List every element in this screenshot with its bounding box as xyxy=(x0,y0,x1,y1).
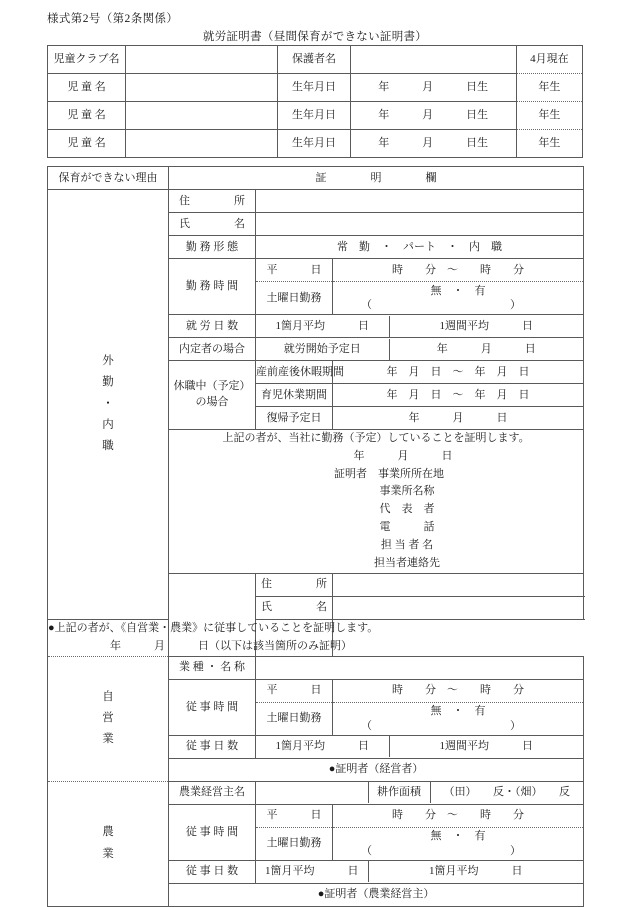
weekday-hours-input[interactable]: 時 分 ～ 時 分 xyxy=(333,259,584,282)
selfemp-work-days-values xyxy=(256,735,584,758)
birthdate-input[interactable]: 年 月 日生 xyxy=(350,102,516,130)
certifier-contact-info-line[interactable]: 担当者連絡先 xyxy=(374,556,441,569)
certification-table xyxy=(47,166,584,907)
category-label-nogyo xyxy=(48,781,169,906)
category-label-jieigyo xyxy=(48,656,169,781)
category-char: 営 xyxy=(102,711,114,724)
certifier-address-line[interactable]: 証明者 事業所所在地 xyxy=(334,467,445,480)
certify-date-line[interactable]: 年 月 日 xyxy=(353,449,453,462)
table-row xyxy=(48,74,583,102)
certify-line: 上記の者が、当社に勤務（予定）していることを証明します。 xyxy=(222,432,530,444)
farm-work-days-label: 従 事 日 数 xyxy=(169,860,256,883)
offer-holder-label: 内定者の場合 xyxy=(169,338,256,361)
table-row-club xyxy=(48,46,583,74)
saturday-options: 無 ・ 有 xyxy=(430,284,486,297)
work-days-values xyxy=(256,315,584,338)
farm-work-days-values xyxy=(256,860,584,883)
declaration-line1: ●上記の者が、《自営業・農業》に従事していることを証明します。 xyxy=(48,621,379,634)
certifier-office-name-line[interactable]: 事業所名称 xyxy=(379,485,435,498)
return-date-input[interactable]: 年 月 日 xyxy=(333,407,584,430)
child-name-input[interactable] xyxy=(126,130,278,158)
farm-days-monthly-1[interactable]: 1箇月平均 日 xyxy=(256,861,368,882)
selfemp-saturday-label: 土曜日勤務 xyxy=(256,702,333,735)
grade-input[interactable]: 年生 xyxy=(516,130,582,158)
work-start-date-input[interactable]: 年 月 日 xyxy=(436,342,536,355)
offer-holder-values xyxy=(256,338,584,361)
child-info-table xyxy=(47,45,583,158)
selfemp-address-label: 住 所 xyxy=(256,573,333,596)
paren-close: ） xyxy=(510,844,522,857)
farm-certifier-label[interactable]: ●証明者（農業経営主） xyxy=(169,883,584,906)
farm-owner-label: 農業経営主名 xyxy=(169,781,256,804)
declaration-line2[interactable]: 年 月 日（以下は該当箇所のみ証明） xyxy=(110,639,352,652)
selfemp-weekday-label: 平 日 xyxy=(256,679,333,702)
club-name-label: 児童クラブ名 xyxy=(48,46,126,74)
club-name-input[interactable] xyxy=(126,46,278,74)
category-char: 職 xyxy=(102,440,114,453)
work-type-options[interactable]: 常 勤 ・ パート ・ 内 職 xyxy=(256,236,584,259)
selfemp-work-hours-label: 従 事 時 間 xyxy=(169,679,256,735)
grade-input[interactable]: 年生 xyxy=(516,74,582,102)
table-row xyxy=(48,619,584,656)
category-char: 業 xyxy=(102,847,114,860)
reason-column-header: 保育ができない理由 xyxy=(48,167,169,190)
selfemp-weekday-hours-input[interactable]: 時 分 ～ 時 分 xyxy=(333,679,584,702)
work-days-label: 就 労 日 数 xyxy=(169,315,256,338)
proof-column-header: 証 明 欄 xyxy=(169,167,584,190)
industry-name-input[interactable] xyxy=(256,656,584,679)
birthdate-input[interactable]: 年 月 日生 xyxy=(350,130,516,158)
category-char: 自 xyxy=(102,690,114,703)
birthdate-input[interactable]: 年 月 日生 xyxy=(350,74,516,102)
child-name-label: 児 童 名 xyxy=(48,102,126,130)
work-hours-label: 勤 務 時 間 xyxy=(169,259,256,315)
selfemp-name-input[interactable] xyxy=(333,596,584,619)
category-char: 外 xyxy=(102,355,114,368)
birthdate-label: 生年月日 xyxy=(278,102,350,130)
category-char: 業 xyxy=(102,733,114,746)
farm-weekday-label: 平 日 xyxy=(256,804,333,827)
child-name-label: 児 童 名 xyxy=(48,130,126,158)
leave-label-line1: 休職中（予定） xyxy=(173,380,251,393)
selfemp-days-monthly[interactable]: 1箇月平均 日 xyxy=(256,736,389,757)
industry-name-label: 業 種 ・ 名 称 xyxy=(169,656,256,679)
birthdate-label: 生年月日 xyxy=(278,74,350,102)
selfemp-declaration-block xyxy=(48,619,379,656)
category-char: 勤 xyxy=(102,376,114,389)
table-row xyxy=(48,781,584,804)
maternity-leave-label: 産前産後休暇期間 xyxy=(256,361,333,384)
certifier-representative-line[interactable]: 代 表 者 xyxy=(379,503,435,516)
return-date-label: 復帰予定日 xyxy=(256,407,333,430)
table-row xyxy=(48,102,583,130)
employer-certification-block xyxy=(169,430,584,574)
birthdate-label: 生年月日 xyxy=(278,130,350,158)
table-row-proof-header xyxy=(48,167,584,190)
childcare-leave-input[interactable]: 年 月 日 ～ 年 月 日 xyxy=(333,384,584,407)
work-start-date-label: 就労開始予定日 xyxy=(256,339,389,360)
farm-work-hours-label: 従 事 時 間 xyxy=(169,804,256,860)
work-days-weekly[interactable]: 1週間平均 日 xyxy=(439,319,534,332)
cultivated-area-input[interactable]: （田） 反・（畑） 反 xyxy=(443,786,571,799)
category-char: 内 xyxy=(102,418,114,431)
table-row xyxy=(48,190,584,213)
category-char: ・ xyxy=(102,397,114,410)
guardian-name-label: 保護者名 xyxy=(278,46,350,74)
saturday-options: 無 ・ 有 xyxy=(430,705,486,718)
table-row xyxy=(48,656,584,679)
form-number: 様式第2号（第2条関係） xyxy=(47,13,179,25)
selfemp-days-weekly[interactable]: 1週間平均 日 xyxy=(439,740,534,753)
child-name-input[interactable] xyxy=(126,74,278,102)
grade-column-header: 4月現在 xyxy=(516,46,582,74)
cultivated-area-label: 耕作面積 xyxy=(368,782,430,803)
selfemp-saturday-work-input[interactable] xyxy=(333,702,584,735)
farm-owner-row xyxy=(256,781,584,804)
farm-saturday-work-input[interactable] xyxy=(333,827,584,860)
paren-open: （ xyxy=(361,719,372,732)
farm-days-monthly-2[interactable]: 1箇月平均 日 xyxy=(429,865,523,878)
selfemp-address-input[interactable] xyxy=(333,573,584,596)
selfemp-work-days-label: 従 事 日 数 xyxy=(169,735,256,758)
paren-close: ） xyxy=(510,719,522,732)
selfemp-name-label: 氏 名 xyxy=(256,596,333,619)
saturday-work-input[interactable] xyxy=(333,282,584,315)
category-label-gaikin xyxy=(48,190,169,620)
guardian-name-input[interactable] xyxy=(350,46,516,74)
work-days-monthly[interactable]: 1箇月平均 日 xyxy=(256,316,389,337)
certifier-phone-line[interactable]: 電 話 xyxy=(379,521,435,534)
name-input[interactable] xyxy=(256,213,584,236)
farm-saturday-label: 土曜日勤務 xyxy=(256,827,333,860)
farm-weekday-hours-input[interactable]: 時 分 ～ 時 分 xyxy=(333,804,584,827)
address-input[interactable] xyxy=(256,190,584,213)
category-char: 農 xyxy=(102,826,114,839)
work-type-label: 勤 務 形 態 xyxy=(169,236,256,259)
maternity-leave-input[interactable]: 年 月 日 ～ 年 月 日 xyxy=(333,361,584,384)
address-label: 住 所 xyxy=(169,190,256,213)
farm-owner-input[interactable] xyxy=(256,782,368,803)
child-name-label: 児 童 名 xyxy=(48,74,126,102)
document-title: 就労証明書（昼間保育ができない証明書） xyxy=(202,31,428,43)
paren-open: （ xyxy=(361,844,372,857)
weekday-label: 平 日 xyxy=(256,259,333,282)
selfemp-certifier-label[interactable]: ●証明者（経営者） xyxy=(169,758,584,781)
saturday-label: 土曜日勤務 xyxy=(256,282,333,315)
child-name-input[interactable] xyxy=(126,102,278,130)
leave-of-absence-label xyxy=(169,361,256,430)
leave-label-line2: の場合 xyxy=(195,396,229,408)
name-label: 氏 名 xyxy=(169,213,256,236)
paren-close: ） xyxy=(510,299,522,311)
paren-open: （ xyxy=(361,299,372,311)
saturday-options: 無 ・ 有 xyxy=(430,830,486,843)
certifier-contact-person-line[interactable]: 担 当 者 名 xyxy=(380,538,434,551)
table-row xyxy=(48,130,583,158)
childcare-leave-label: 育児休業期間 xyxy=(256,384,333,407)
grade-input[interactable]: 年生 xyxy=(516,102,582,130)
